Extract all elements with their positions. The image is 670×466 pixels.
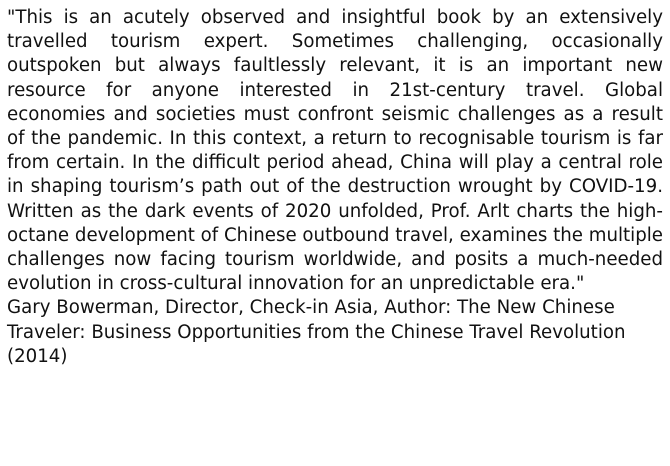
review-quote: "This is an acutely observed and insightful book by an extensively travelled tourism expert. Sometimes challenging, occasionally outspoken but always faultlessly relevant, it is an important new resource for anyone interested in 21st-century travel. Global economies and societies must confront seismic challenges as a result of the pandemic. In this context, a return to recognisable tourism is far from certain. In the difficult period ahead, China will play a central role in shaping tourism’s path out of the destruction wrought by COVID-19. Written as the dark events of 2020 unfolded, Prof. Arlt charts the high-octane development of Chinese outbound travel, examines the multiple challenges now facing tourism worldwide, and posits a much-needed evolution in cross-cultural innovation for an unpredictable era.": [7, 7, 663, 295]
review-attribution: Gary Bowerman, Director, Check-in Asia, Author: The New Chinese Traveler: Business Opportunities from the Chinese Travel Revolution (2014): [7, 297, 626, 367]
